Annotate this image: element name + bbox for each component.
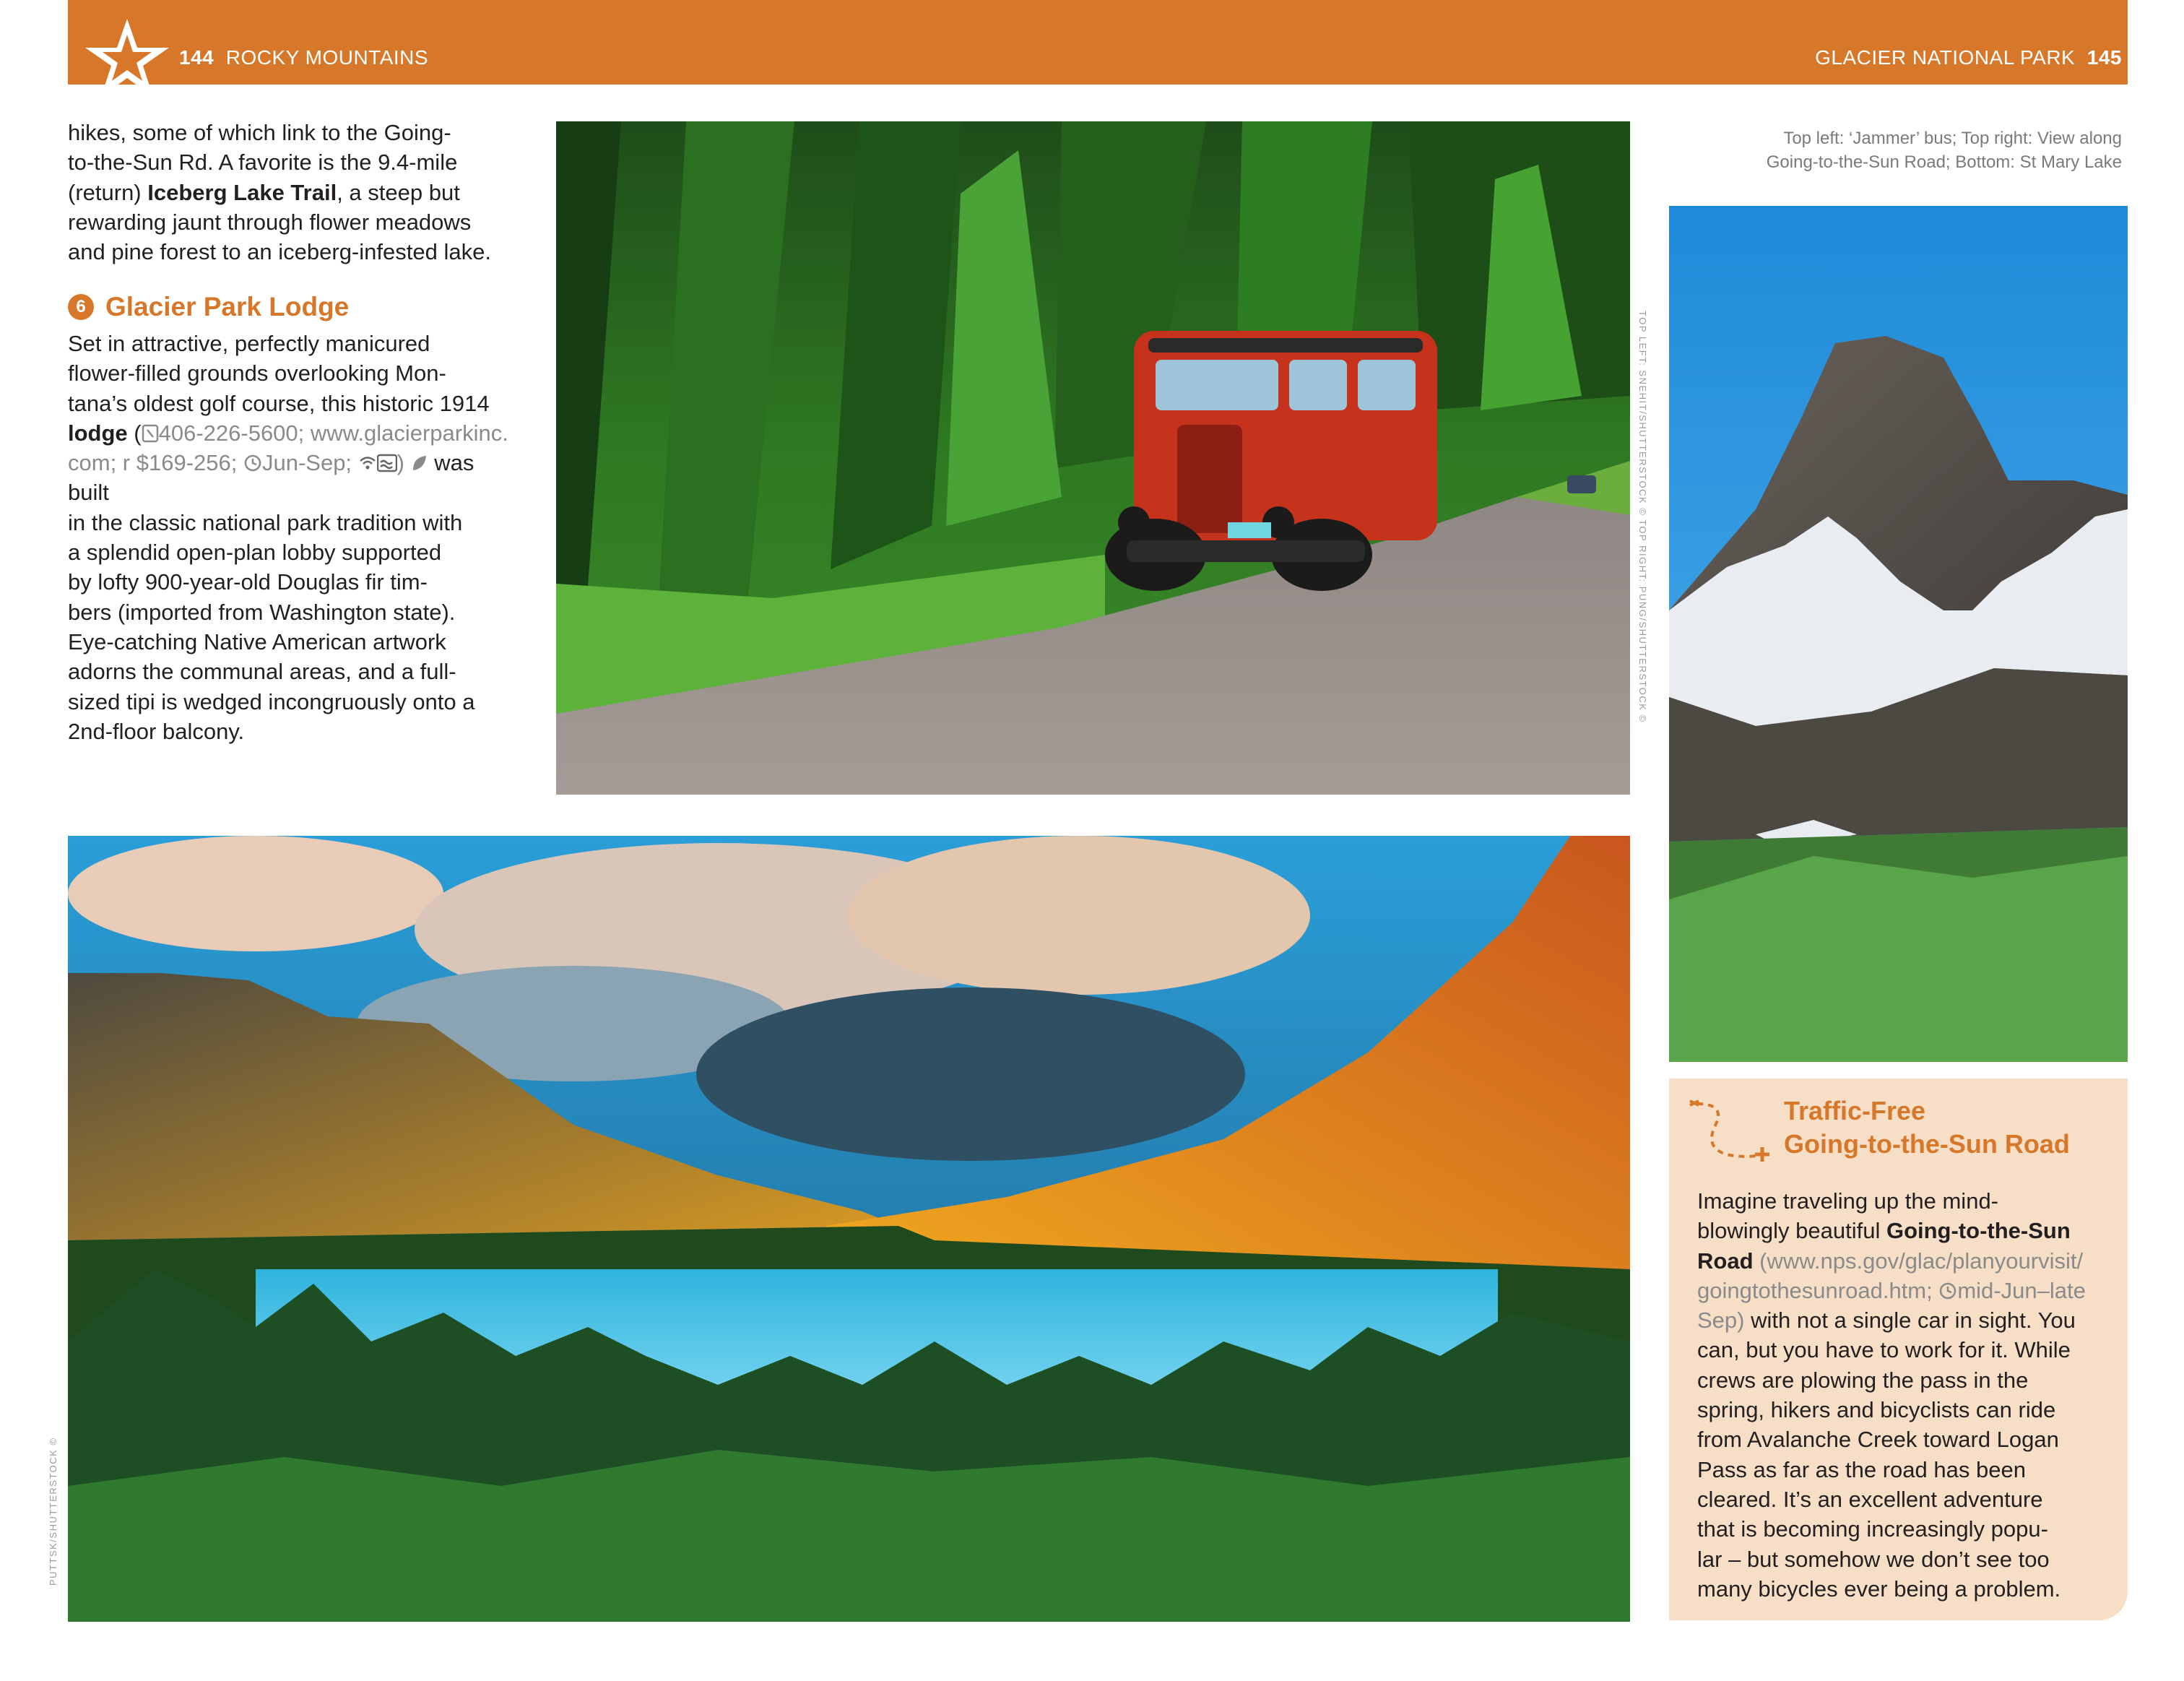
text-line: to-the-Sun Rd. A favorite is the 9.4-mile xyxy=(68,150,458,176)
wifi-icon xyxy=(358,454,377,472)
route-icon xyxy=(1683,1097,1784,1169)
text-run: (return) xyxy=(68,179,142,205)
right-page-header xyxy=(1815,46,2122,69)
text-line xyxy=(1697,1246,2109,1276)
section-heading xyxy=(68,289,349,325)
text-line xyxy=(1697,1305,2109,1335)
left-page-header xyxy=(179,46,428,69)
text-line: hikes, some of which link to the Going- xyxy=(68,120,451,145)
road-season: mid-Jun–late xyxy=(1957,1277,2086,1303)
text-line: a splendid open-plan lobby supported xyxy=(68,540,442,566)
section-title: Glacier Park Lodge xyxy=(105,292,350,321)
st-mary-lake-photo xyxy=(68,836,1630,1622)
pool-icon xyxy=(377,454,397,472)
text-run: , a steep but xyxy=(337,179,460,205)
caption-line: Top left: ‘Jammer’ bus; Top right: View along xyxy=(1783,129,2122,148)
photo-credit-top: TOP LEFT: SNEHIT/SHUTTERSTOCK © TOP RIGHT: PUNG/SHUTTERSTOCK © xyxy=(1637,311,1648,723)
text-line: Eye-catching Native American artwork xyxy=(68,628,446,654)
text-line: flower-filled grounds overlooking Mon- xyxy=(68,360,446,386)
right-page-number: 145 xyxy=(2086,46,2122,69)
text-line xyxy=(1697,1276,2109,1305)
text-line xyxy=(68,418,516,448)
lodge-bold: lodge xyxy=(68,420,128,446)
text-line: cleared. It’s an excellent adventure xyxy=(1697,1486,2043,1512)
text-line: spring, hikers and bicyclists can ride xyxy=(1697,1397,2056,1423)
lodge-paragraph xyxy=(68,329,516,746)
leaf-icon xyxy=(411,454,428,472)
text-line: many bicycles ever being a problem. xyxy=(1697,1576,2061,1602)
clock-icon xyxy=(1938,1282,1957,1300)
iceberg-lake-trail: Iceberg Lake Trail xyxy=(147,179,337,205)
text-line: in the classic national park tradition with xyxy=(68,509,463,535)
going-to-the-sun-road-photo xyxy=(1669,206,2128,1062)
text-run: with not a single car in sight. You xyxy=(1744,1308,2076,1334)
sidebar-title xyxy=(1784,1094,2070,1161)
text-line: that is becoming increasingly popu- xyxy=(1697,1516,2048,1542)
text-line: lar – but somehow we don’t see too xyxy=(1697,1546,2050,1572)
phone-icon xyxy=(142,424,159,443)
text-line xyxy=(68,448,516,508)
star-icon xyxy=(85,19,169,98)
sidebar-title-line: Traffic-Free xyxy=(1784,1096,1926,1125)
sidebar-paragraph xyxy=(1697,1186,2109,1604)
text-line: crews are plowing the pass in the xyxy=(1697,1367,2029,1393)
text-line: rewarding jaunt through flower meadows xyxy=(68,209,472,235)
photo-credit-bottom: PUTTSK/SHUTTERSTOCK © xyxy=(48,1437,58,1586)
road-url: (www.nps.gov/glac/planyourvisit/ xyxy=(1753,1248,2084,1274)
road-name-bold: Road xyxy=(1697,1248,1754,1274)
text-line: Pass as far as the road has been xyxy=(1697,1456,2026,1482)
left-section-title: ROCKY MOUNTAINS xyxy=(225,46,429,69)
header-bar xyxy=(68,0,2128,85)
clock-icon xyxy=(243,454,262,472)
right-section-title: GLACIER NATIONAL PARK xyxy=(1815,46,2076,69)
lodge-phone-web: 406-226-5600; www.glacierparkinc. xyxy=(158,420,508,446)
text-line: adorns the communal areas, and a full- xyxy=(68,659,456,685)
text-run: ( xyxy=(127,420,142,446)
text-run: blowingly beautiful xyxy=(1697,1218,1886,1244)
section-number-badge: 6 xyxy=(68,294,94,320)
text-line: Set in attractive, perfectly manicured xyxy=(68,331,430,356)
photo-caption xyxy=(1717,126,2122,174)
text-run: ) xyxy=(396,450,411,476)
lodge-season: Jun-Sep; xyxy=(261,450,358,476)
jammer-bus-photo xyxy=(556,121,1630,795)
sidebar-title-line: Going-to-the-Sun Road xyxy=(1784,1129,2070,1159)
text-line: bers (imported from Washington state). xyxy=(68,599,456,625)
text-line: and pine forest to an iceberg-infested lake. xyxy=(68,239,491,265)
text-line xyxy=(68,178,516,207)
text-run: was built xyxy=(68,450,474,506)
road-season: Sep) xyxy=(1697,1308,1745,1334)
text-line: from Avalanche Creek toward Logan xyxy=(1697,1427,2059,1453)
left-page-number: 144 xyxy=(179,46,214,69)
text-line: can, but you have to work for it. While xyxy=(1697,1337,2071,1363)
text-line: by lofty 900-year-old Douglas fir tim- xyxy=(68,569,428,595)
text-line: 2nd-floor balcony. xyxy=(68,718,245,744)
road-name-bold: Going-to-the-Sun xyxy=(1886,1218,2071,1244)
road-url: goingtothesunroad.htm; xyxy=(1697,1277,1939,1303)
caption-line: Going-to-the-Sun Road; Bottom: St Mary Lake xyxy=(1766,152,2122,172)
text-line: Imagine traveling up the mind- xyxy=(1697,1188,1999,1214)
intro-paragraph xyxy=(68,118,516,267)
text-line: tana’s oldest golf course, this historic 1914 xyxy=(68,390,490,416)
text-line xyxy=(1697,1216,2109,1245)
text-line: sized tipi is wedged incongruously onto a xyxy=(68,688,475,714)
lodge-price: com; r $169-256; xyxy=(68,450,243,476)
